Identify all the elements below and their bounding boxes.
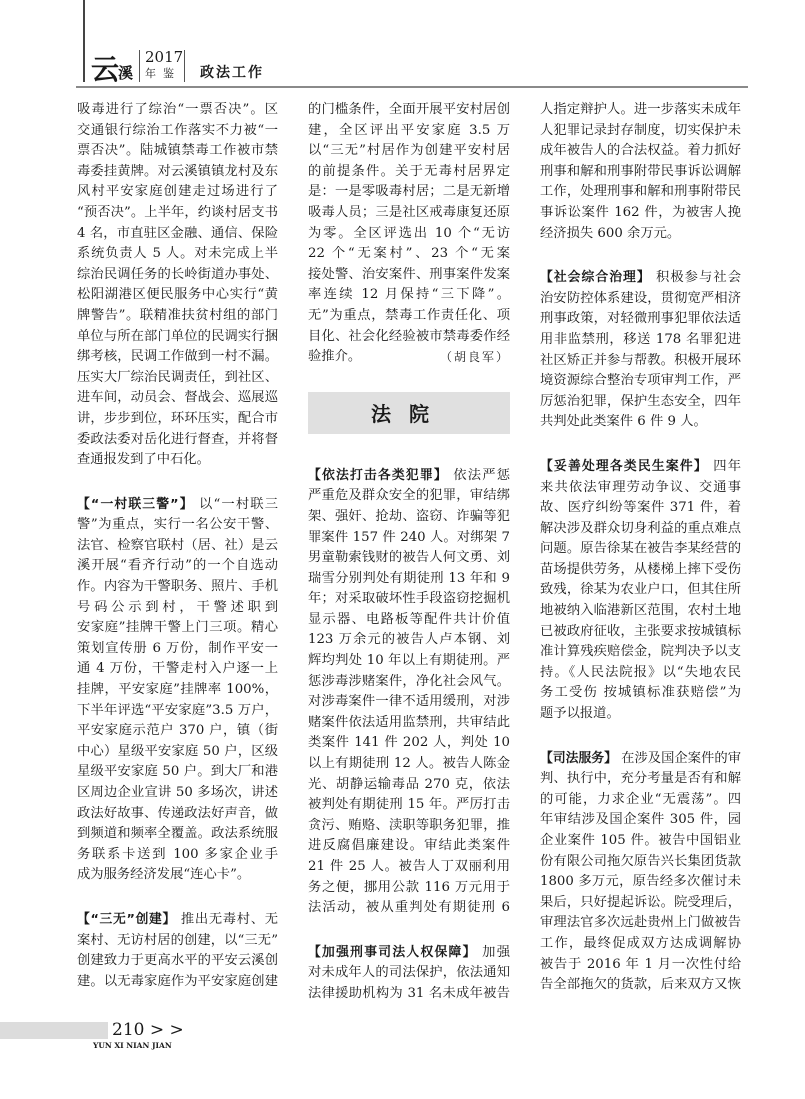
line-text: 成为服务经济发展“连心卡”。 [77,867,251,883]
line-text: 判、执行中，充分考量是否有和解 [540,771,741,787]
paragraph-heading: 【“一村联三警”】 [77,496,194,512]
line-text: 用非监禁刑，移送 178 名罪犯进 [540,331,741,347]
line-text: 溪开展“看齐行动”的一个自选动 [77,558,278,574]
line-text: 致残，徐某为农业户口，但其住所 [540,582,741,598]
header-vertical-rule [83,0,85,82]
text-column-1 [77,100,278,1016]
text-line [540,663,741,684]
header-year: 2017 [145,48,184,66]
text-line [77,618,278,639]
line-text: 务联系卡送到 100 多家企业手 [77,846,278,862]
text-line [77,224,278,245]
line-text: 显示器、电路板等配件共计价值 [308,611,510,627]
text-line [308,121,510,142]
text-column-3 [540,100,741,1020]
text-line [308,836,510,857]
line-text: 解决涉及群众切身利益的重点难点 [540,520,741,536]
line-text: 告全部拖欠的货款，后来双方又恢 [540,977,741,993]
text-line [77,347,278,368]
text-line [77,931,278,952]
line-text: 问题。原告徐某在被告李某经营的 [540,541,741,557]
text-line [77,327,278,348]
text-line [540,913,741,934]
paragraph [308,943,510,1005]
text-line [77,972,278,993]
text-line [77,804,278,825]
text-line [308,265,510,286]
line-text: 工作，处理刑事和解和刑事附带民 [540,184,741,200]
line-text: 年审结涉及国企案件 305 件，园 [540,812,741,828]
line-text: 题予以报道。 [540,706,620,722]
line-text: 法活动，被从重判处有期徒刑 6 [308,900,510,916]
line-text: 被告于 2016 年 1 月一次性付给 [540,956,741,972]
text-line [308,285,510,306]
text-line [540,872,741,893]
section-heading-box: 法院 [308,392,510,434]
line-text: 加强 [476,944,510,960]
line-text: 验推介。 [308,349,362,365]
line-text: 积极参与社会 [650,270,741,286]
text-line [308,733,510,754]
line-text: 中心）星级平安家庭 50 户，区级 [77,743,278,759]
text-line [540,330,741,351]
text-line [540,203,741,224]
text-line [540,749,741,770]
line-text: 123 万余元的被告人卢本钢、刘 [308,632,510,648]
text-line [308,569,510,590]
line-text: 的门槛条件，全面开展平安村居创 [308,102,510,117]
text-line [77,659,278,680]
line-text: 年；对采取破坏性手段盗窃挖掘机 [308,591,510,607]
text-line [77,701,278,722]
text-line [308,898,510,919]
text-line [308,943,510,964]
line-text: 对未成年人的司法保护，依法通知 [308,965,510,981]
text-line [77,951,278,972]
text-line [77,721,278,742]
text-line [77,680,278,701]
line-text: 惩涉毒涉赌案件，净化社会风气。 [308,673,510,689]
line-text: 厉惩治犯罪，保护生态安全，四年 [540,393,741,409]
line-text: 建，全区评出平安家庭 3.5 万 [308,122,510,138]
line-text: 单位与所在部门单位的民调实行捆 [77,328,278,344]
text-line [308,162,510,183]
line-text: 刑事政策，对轻微刑事犯罪依法适 [540,311,741,327]
footer-bar [0,1022,108,1039]
line-text: 压实大厂综治民调责任，到社区、 [77,369,278,385]
paragraph [77,910,278,992]
text-line [308,775,510,796]
text-line [540,392,741,413]
line-text: 星级平安家庭 50 户。到大厂和港 [77,764,278,780]
line-text: 票否决”。陆城镇禁毒工作被市禁 [77,143,278,159]
text-line [308,141,510,162]
line-text: 故、医疗纠纷等案件 371 件，着 [540,500,741,516]
line-text: 牌警告”。联精准扶贫村组的部门 [77,307,278,323]
text-line [308,327,510,348]
line-text: 持。《人民法院报》以“失地农民 [540,664,741,680]
text-line [308,306,510,327]
line-text: 赌案件依法适用监禁刑，共审结此 [308,714,510,730]
text-line [308,100,510,121]
line-text: 综治民调任务的长岭街道办事处、 [77,266,278,282]
line-text: 进反腐倡廉建设。审结此类案件 [308,838,510,854]
line-text: 以上有期徒刑 12 人。被告人陈金 [308,756,510,772]
text-line [77,495,278,516]
text-line [540,121,741,142]
line-text: 依法严惩 [447,467,510,483]
line-text: 治安防控体系建设，贯彻宽严相济 [540,290,741,306]
paragraph [540,268,741,433]
line-text: 架、强奸、抢劫、盗窃、诈骗等犯 [308,508,510,524]
line-text: 企业案件 105 件。被告中国铝业 [540,833,741,848]
line-text: 经济损失 600 余万元。 [540,225,681,241]
text-line [540,601,741,622]
line-text: 案村、无访村居的创建，以“三无” [77,932,278,948]
text-line [77,865,278,886]
line-text: 委政法委对岳化进行督查，并将督 [77,431,278,447]
paragraph [540,100,741,244]
text-line [540,622,741,643]
line-text: 22 个“无案村”、23 个“无案 [308,246,510,262]
line-text: 人指定辩护人。进一步落实未成年 [540,102,741,117]
text-line [308,672,510,693]
text-line [540,831,741,852]
text-line [77,783,278,804]
line-text: 平安家庭示范户 370 户，镇（街 [77,723,278,739]
text-line [540,498,741,519]
line-text: 苗场提供劳务，从楼梯上摔下受伤 [540,561,741,577]
paragraph [77,100,278,471]
text-line [77,244,278,265]
line-text: 以“一村联三 [193,496,278,512]
line-text: 松阳湖港区便民服务中心实行“黄 [77,287,278,303]
paragraph-heading: 【社会综合治理】 [540,270,651,286]
line-text: 审理法官多次远赴贵州上门做被告 [540,915,741,931]
text-line [77,845,278,866]
line-text: 为零。全区评选出 10 个“无访 [308,225,510,241]
text-line [308,589,510,610]
section-title: 政法工作 [200,65,264,81]
line-text: 人犯罪记录封存制度，切实保护未 [540,122,741,138]
line-text: 贪污、贿赂、渎职等职务犯罪，推 [308,817,510,833]
text-line [308,182,510,203]
paragraph [540,457,741,725]
text-line [77,141,278,162]
text-line [77,306,278,327]
line-text: 严重危及群众安全的犯罪，审结绑 [308,488,510,504]
line-text: 政法好故事、传递政法好声音，做 [77,805,278,821]
line-text: 号码公示到村，干警述职到 [77,599,278,615]
line-text: 绑考核，民调工作做到一村不漏。 [77,349,278,365]
text-line [77,265,278,286]
line-text: 务工受伤 按城镇标准获赔偿”为 [540,685,741,701]
text-line [77,100,278,121]
line-text: 共判处此类案件 6 件 9 人。 [540,414,707,430]
text-line [540,371,741,392]
line-text: 对涉毒案件一律不适用缓刑，对涉 [308,694,510,710]
line-text: 果后，只好提起诉讼。院受理后， [540,894,741,910]
text-line [540,790,741,811]
text-line [77,121,278,142]
line-text: 务之便，挪用公款 116 万元用于 [308,879,510,895]
line-text: 地被纳入临港新区范围，农村土地 [540,603,741,619]
line-text: 交通银行综治工作落实不力被“一 [77,122,278,138]
text-line [77,577,278,598]
text-line [540,162,741,183]
line-text: 区周边企业宣讲 50 多场次，讲述 [77,785,278,800]
text-line [308,224,510,245]
author-credit: （胡良军） [439,350,510,365]
text-line [540,412,741,433]
line-text: 目化、社会化经验被市禁毒委作经 [308,328,510,344]
line-text: 社区矫正并参与帮教。积极开展环 [540,352,741,368]
line-text: 作。内容为干警职务、照片、手机 [77,579,278,595]
line-text: 被判处有期徒刑 15 年。严厉打击 [308,797,510,813]
paragraph-heading: 【加强刑事司法人权保障】 [308,944,477,960]
line-text: 建。以无毒家庭作为平安家庭创建 [77,973,278,989]
line-text: 事诉讼案件 162 件，为被害人挽 [540,204,741,220]
line-text: 法官、检察官联村（居、社）是云 [77,537,278,553]
header-divider [184,50,185,82]
text-line [308,203,510,224]
line-text: 查通报发到了中石化。 [77,452,210,468]
text-line [308,816,510,837]
text-line [540,810,741,831]
logo-yun: 云 [91,53,120,86]
text-line [77,388,278,409]
line-text: 挂牌，平安家庭”挂牌率 100%， [77,682,278,698]
text-line [77,450,278,471]
text-line [308,857,510,878]
text-line [77,910,278,931]
line-text: 率连续 12 月保持“三下降”。 [308,287,510,303]
line-text: 罪案件 157 件 240 人。对绑架 7 [308,529,510,545]
text-line [77,639,278,660]
text-column-2 [308,100,510,1029]
line-text: 四年 [707,458,741,474]
line-text: 以“三无”村居作为创建平安村居 [308,143,510,159]
text-line [77,162,278,183]
text-line [77,742,278,763]
text-line [540,289,741,310]
paragraph-heading: 【依法打击各类犯罪】 [308,467,448,483]
text-line [308,528,510,549]
text-line [77,368,278,389]
text-line [308,878,510,899]
paragraph [77,495,278,886]
line-text: 无”为重点，禁毒工作责任化、项 [308,307,510,323]
line-text: 讲，步步到位，环环压实，配合市 [77,410,278,426]
text-line [540,683,741,704]
line-text: 已被政府征收，主张要求按城镇标 [540,623,741,639]
text-line [308,692,510,713]
line-text: “预否决”。上半年，约谈村居支书 [77,204,278,220]
line-text: 进车间，动员会、督战会、巡展巡 [77,390,278,406]
footer-subtitle: YUN XI NIAN JIAN [93,1041,172,1050]
line-text: 推出无毒村、无 [175,911,278,927]
text-line [540,141,741,162]
line-text: 接处警、治安案件、刑事案件发案 [308,266,510,282]
text-line [308,347,510,368]
text-line [77,285,278,306]
line-text: 4 名，市直驻区金融、通信、保险 [77,225,278,241]
text-line [540,975,741,996]
line-text: 准计算残疾赔偿金，院判决予以支 [540,644,741,660]
text-line [540,224,741,245]
text-line [308,466,510,487]
text-line [77,598,278,619]
page-number: 210 > > [112,1020,184,1040]
paragraph [308,466,510,919]
text-line [77,409,278,430]
text-line [540,268,741,289]
text-line [540,893,741,914]
line-text: 类案件 141 件 202 人，判处 10 [308,735,510,751]
line-text: 警”为重点，实行一名公安干警、 [77,517,278,533]
line-text: 到频道和频率全覆盖。政法系统服 [77,826,278,842]
text-line [308,507,510,528]
text-line [540,457,741,478]
text-line [540,580,741,601]
paragraph-heading: 【妥善处理各类民生案件】 [540,458,708,474]
paragraph-heading: 【司法服务】 [540,750,617,766]
line-text: 风村平安家庭创建走过场进行了 [77,184,278,200]
line-text: 创建致力于更高水平的平安云溪创 [77,953,278,969]
text-line [77,536,278,557]
line-text: 工作，最终促成双方达成调解协 [540,935,741,951]
logo-xi: 溪 [118,64,134,82]
text-line [540,852,741,873]
text-line [77,430,278,451]
text-line [308,244,510,265]
line-text: 刑事和解和刑事附带民事诉讼调解 [540,163,741,179]
text-line [77,762,278,783]
line-text: 吸毒人员；三是社区戒毒康复还原 [308,204,510,220]
text-line [308,630,510,651]
line-text: 系统负责人 5 人。对未完成上半 [77,246,278,262]
line-text: 1800 多万元，原告经多次催讨未 [540,874,741,890]
line-text: 下半年评选“平安家庭”3.5 万户， [77,702,278,718]
text-line [308,651,510,672]
text-line [540,351,741,372]
text-line [308,963,510,984]
text-line [540,955,741,976]
text-line [540,642,741,663]
line-text: 21 件 25 人。被告人丁双丽利用 [308,859,510,874]
line-text: 毒委挂黄牌。对云溪镇镇龙村及东 [77,163,278,179]
line-text: 策划宣传册 6 万份，制作平安一 [77,640,278,656]
line-text: 通 4 万份，干警走村入户逐一上 [77,661,278,677]
text-line [540,934,741,955]
line-text: 境资源综合整治专项审判工作，严 [540,373,741,389]
line-text: 是：一是零吸毒村居；二是无新增 [308,184,510,200]
text-line [77,556,278,577]
line-text: 成年被告人的合法权益。着力抓好 [540,143,741,159]
text-line [77,824,278,845]
text-line [308,754,510,775]
text-line [540,182,741,203]
text-line [308,984,510,1005]
text-line [77,182,278,203]
line-text: 法律援助机构为 31 名未成年被告 [308,985,510,1001]
text-line [540,560,741,581]
text-line [308,486,510,507]
line-text: 吸毒进行了综治“一票否决”。区 [77,102,278,117]
text-line [540,539,741,560]
text-line [77,515,278,536]
header-yearbook-label: 年鉴 [145,67,181,80]
text-line [308,713,510,734]
header-rule [76,86,748,88]
line-text: 在涉及国企案件的审 [616,750,741,766]
paragraph [540,749,741,996]
line-text: 光、胡静运输毒品 270 克，依法 [308,776,510,792]
text-line [540,769,741,790]
text-line [308,548,510,569]
text-line [540,100,741,121]
line-text: 辉均判处 10 年以上有期徒刑。严 [308,653,510,669]
text-line [308,795,510,816]
text-line [540,704,741,725]
line-text: 的前提条件。关于无毒村居界定 [308,163,510,179]
line-text: 来共依法审理劳动争议、交通事 [540,479,741,495]
line-text: 男童勒索钱财的被告人何文勇、刘 [308,550,510,566]
header-divider [139,50,140,82]
line-text: 安家庭”挂牌干警上门三项。精心 [77,620,278,636]
paragraph [308,100,510,368]
paragraph-heading: 【“三无”创建】 [77,911,176,927]
line-text: 份有限公司拖欠原告兴长集团货款 [540,853,741,869]
text-line [540,478,741,499]
text-line [540,519,741,540]
text-line [308,610,510,631]
line-text: 的可能，力求企业“无震荡”。四 [540,791,741,807]
text-line [77,203,278,224]
text-line [540,309,741,330]
line-text: 瑞雪分别判处有期徒刑 13 年和 9 [308,570,510,586]
